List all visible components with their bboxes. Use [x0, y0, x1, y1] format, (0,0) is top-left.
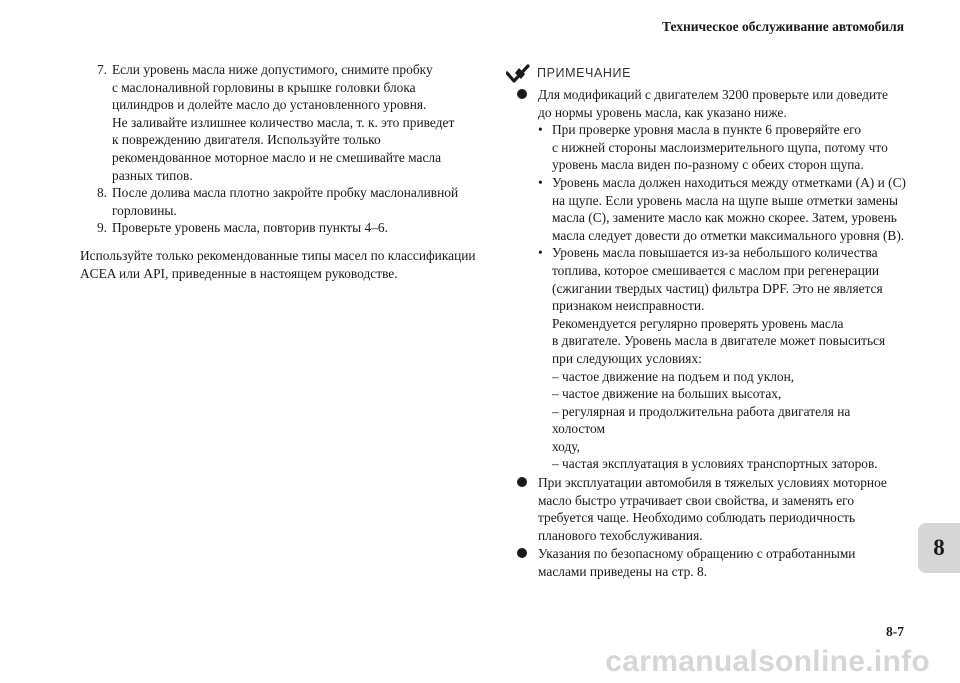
watermark: carmanualsonline.info	[605, 645, 930, 678]
text-line: разных типов.	[112, 167, 193, 183]
bullet-icon	[517, 548, 527, 558]
left-column	[80, 61, 480, 282]
pen-check-icon	[506, 64, 530, 84]
note-title: ПРИМЕЧАНИЕ	[537, 66, 632, 81]
text-line: Проверьте уровень масла, повторив пункты 4–6.	[112, 220, 388, 236]
text-line: признаком неисправности.	[552, 298, 705, 314]
text-line: ACEA или API, приведенные в настоящем руководстве.	[80, 265, 398, 281]
sub-item-level-marks	[538, 174, 906, 244]
text-line: с маслоналивной горловины в крышке головки блока	[112, 79, 416, 95]
text-line: Если уровень масла ниже допустимого, снимите пробку	[112, 62, 433, 77]
text-line: на щупе. Если уровень масла на щупе выше отметки замены	[552, 192, 899, 208]
sub-bullet: •	[538, 174, 543, 190]
step-number: 9.	[96, 220, 107, 236]
page-number: 8-7	[886, 624, 904, 639]
text-line: в двигателе. Уровень масла в двигателе может повыситься	[552, 333, 886, 349]
step-text	[112, 184, 458, 219]
text-line: При проверке уровня масла в пункте 6 проверяйте его	[552, 122, 862, 138]
note-bullet-engine-3200	[506, 86, 906, 473]
step-text	[112, 219, 388, 237]
text-line: топлива, которое смешивается с маслом при регенерации	[552, 262, 880, 278]
text-line: (сжигании твердых частиц) фильтра DPF. Это не является	[552, 280, 883, 296]
text-line: масло быстро утрачивает свои свойства, и заменять его	[538, 492, 855, 508]
running-header: Техническое обслуживание автомобиля	[662, 19, 904, 34]
step-8	[80, 184, 480, 219]
text-line: Уровень масла должен находиться между отметками (A) и (C)	[552, 174, 906, 190]
text-line: масла следует довести до отметки максимального уровня (B).	[552, 227, 905, 243]
text-line: маслами приведены на стр. 8.	[538, 564, 708, 580]
text-line: горловины.	[112, 202, 177, 218]
sub-bullet: •	[538, 245, 543, 261]
text-line: После долива масла плотно закройте пробку маслоналивной	[112, 185, 459, 201]
step-7	[80, 61, 480, 184]
condition-item: – регулярная и продолжительна работа двигателя на холостом	[552, 403, 851, 437]
text-line: цилиндров и долейте масло до установленного уровня.	[112, 97, 427, 113]
text-line: рекомендованное моторное масло и не смешивайте масла	[112, 149, 442, 165]
text-line: планового техобслуживания.	[538, 527, 703, 543]
step-number: 8.	[96, 185, 107, 201]
text-line: Уровень масла повышается из-за небольшого количества	[552, 245, 878, 261]
text-line: масла (C), замените масло как можно скорее. Затем, уровень	[552, 210, 897, 226]
text-line: с нижней стороны маслоизмерительного щупа, потому что	[552, 139, 888, 155]
text-line: При эксплуатации автомобиля в тяжелых условиях моторное	[538, 475, 887, 491]
text-line: Указания по безопасному обращению с отработанными	[538, 546, 856, 562]
sub-bullet: •	[538, 122, 543, 138]
condition-item-cont: ходу,	[552, 438, 581, 454]
bullet-icon	[517, 89, 527, 99]
note-header	[506, 64, 906, 84]
note-bullet-severe-conditions	[506, 474, 906, 544]
sub-item-dpf-regeneration	[538, 244, 906, 473]
note-block	[506, 64, 906, 581]
oil-type-paragraph	[80, 247, 480, 282]
sub-item-dipstick-side	[538, 121, 906, 174]
condition-item: – частая эксплуатация в условиях транспортных заторов.	[552, 456, 878, 472]
text-line: требуется чаще. Необходимо соблюдать периодичность	[538, 510, 856, 526]
text-line: Для модификаций с двигателем 3200 проверьте или доведите	[538, 87, 888, 102]
condition-item: – частое движение на подъем и под уклон,	[552, 368, 795, 384]
text-line: к повреждению двигателя. Используйте только	[112, 132, 381, 148]
text-line: при следующих условиях:	[552, 350, 702, 366]
text-line: Используйте только рекомендованные типы масел по классификации	[80, 247, 476, 263]
condition-item: – частое движение на больших высотах,	[552, 386, 782, 402]
step-text	[112, 61, 454, 184]
step-number: 7.	[96, 62, 107, 77]
step-9	[80, 219, 480, 237]
text-line: Не заливайте излишнее количество масла, т. к. это приведет	[112, 114, 455, 130]
text-line: уровень масла виден по-разному с обеих сторон щупа.	[552, 157, 864, 173]
note-bullet-used-oil	[506, 545, 906, 580]
text-line: до нормы уровень масла, как указано ниже.	[538, 104, 787, 120]
chapter-tab: 8	[918, 523, 960, 573]
text-line: Рекомендуется регулярно проверять уровень масла	[552, 315, 844, 331]
bullet-icon	[517, 477, 527, 487]
